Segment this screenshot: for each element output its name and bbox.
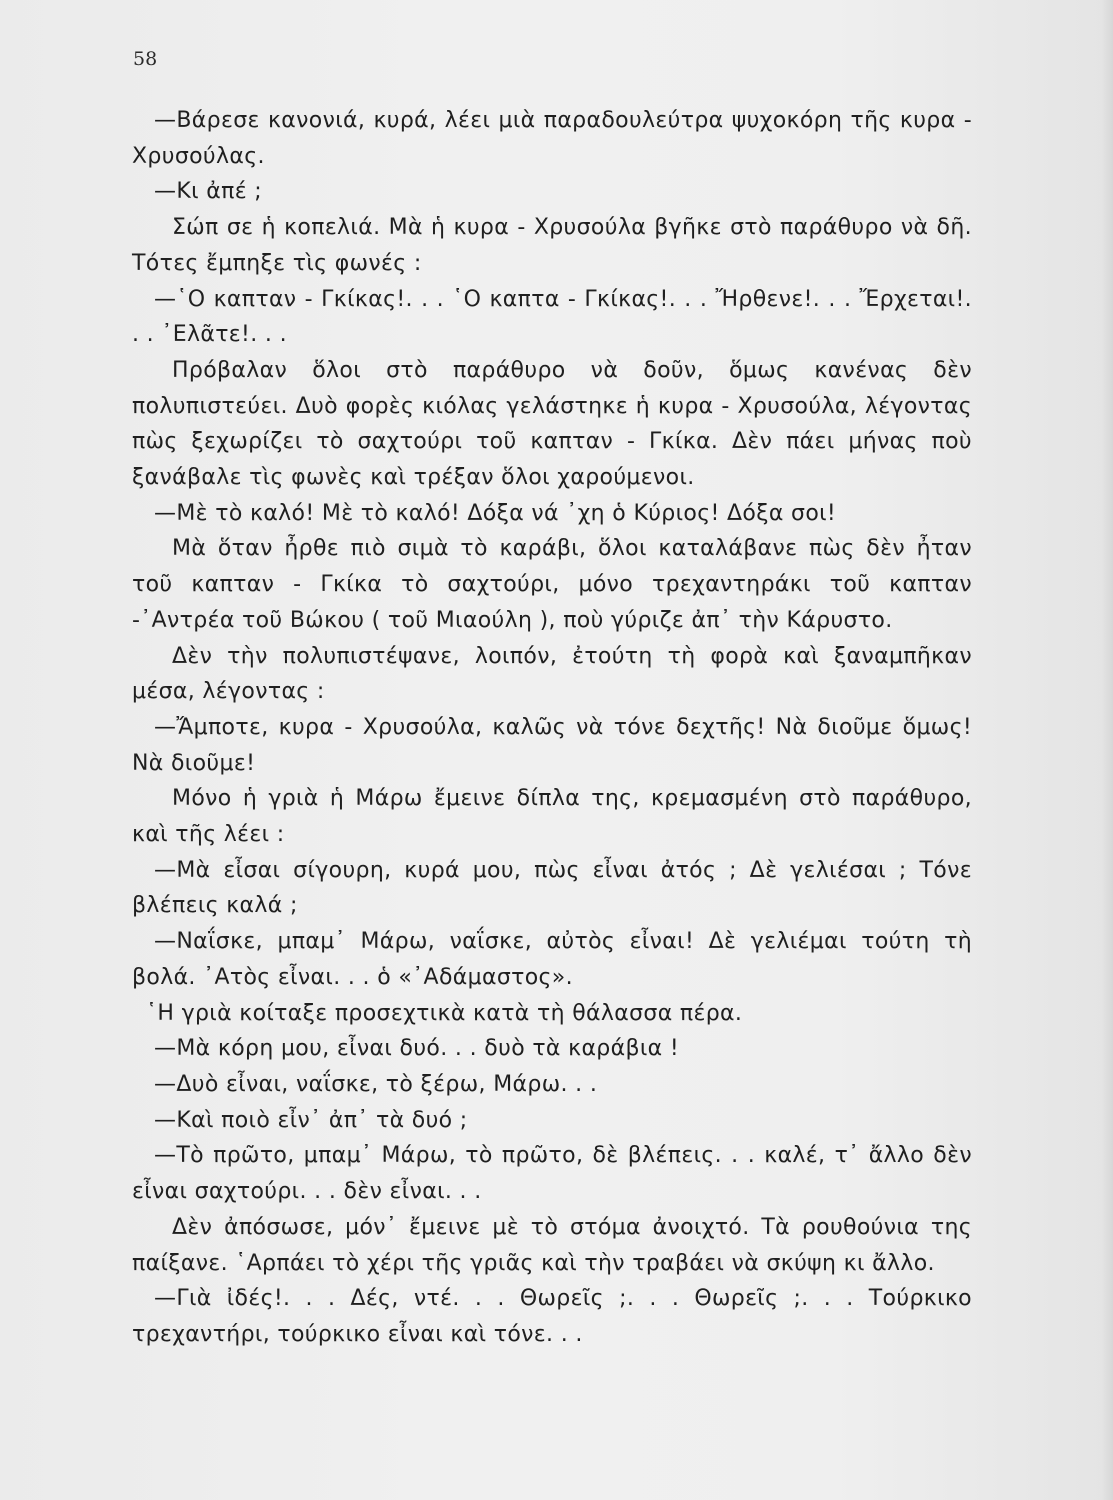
paragraph: —Βάρεσε κανονιά, κυρά, λέει μιὰ παραδουλεύτρα ψυχοκόρη τῆς κυρα - Χρυσούλας. [132,108,972,169]
page-shadow-edge [1101,0,1113,1500]
paragraph: Μόνο ἡ γριὰ ἡ Μάρω ἔμεινε δίπλα της, κρεμασμένη στὸ παράθυρο, καὶ τῆς λέει : [132,786,972,848]
paragraph: —Γιὰ ἰδές!. . . Δές, ντέ. . . Θωρεῖς ;. . . Θωρεῖς ;. . . Τούρκικο τρεχαντήρι, τούρκικο εἶναι καὶ τόνε. . . [132,1286,972,1347]
paragraph: —῾Ο καπταν - Γκίκας!. . . ῾Ο καπτα - Γκίκας!. . . Ἤρθενε!. . . Ἔρχεται!. . . ᾽Ελᾶτε!. . . [132,286,972,348]
paragraph: —Δυὸ εἶναι, ναΐσκε, τὸ ξέρω, Μάρω. . . [154,1071,598,1097]
paragraph: Δὲν ἀπόσωσε, μόν᾽ ἔμεινε μὲ τὸ στόμα ἀνοιχτό. Τὰ ρουθούνια της παίξανε. ῾Αρπάει τὸ χέρι τῆς γριᾶς καὶ τὴν τραβάει νὰ σκύψη κι ἄλλο. [132,1214,972,1276]
paragraph: Πρόβαλαν ὅλοι στὸ παράθυρο νὰ δοῦν, ὅμως κανένας δὲν πολυπιστεύει. Δυὸ φορὲς κιόλας γελάστηκε ἡ κυρα - Χρυσούλα, λέγοντας πὼς ξεχωρίζει τὸ σαχτούρι τοῦ καπταν - Γκίκα. Δὲν πάει μήνας ποὺ ξανάβαλε τὶς φωνὲς καὶ τρέξαν ὅλοι χαρούμενοι. [132,357,972,491]
paragraph: —Κι ἀπέ ; [154,179,263,205]
paragraph: —Καὶ ποιὸ εἶν᾽ ἀπ᾽ τὰ δυό ; [154,1107,468,1133]
paragraph: —Ἄμποτε, κυρα - Χρυσούλα, καλῶς νὰ τόνε δεχτῆς! Νὰ διοῦμε ὅμως! Νὰ διοῦμε! [132,714,972,776]
paragraph: Μὰ ὅταν ἦρθε πιὸ σιμὰ τὸ καράβι, ὅλοι καταλάβανε πὼς δὲν ἦταν τοῦ καπταν - Γκίκα τὸ σαχτούρι, μόνο τρεχαντηράκι τοῦ καπταν -᾽Αντρέα τοῦ Βώκου ( τοῦ Μιαούλη ), ποὺ γύριζε ἀπ᾽ τὴν Κάρυστο. [132,536,972,633]
paragraph: —Ναΐσκε, μπαμ᾽ Μάρω, ναΐσκε, αὐτὸς εἶναι! Δὲ γελιέμαι τούτη τὴ βολά. ᾽Ατὸς εἶναι. . . ὁ «᾽Αδάμαστος». [132,929,972,990]
paragraph: —Μὰ εἶσαι σίγουρη, κυρά μου, πὼς εἶναι ἀτός ; Δὲ γελιέσαι ; Τόνε βλέπεις καλά ; [132,857,972,919]
paragraph: —Μὰ κόρη μου, εἶναι δυό. . . δυὸ τὰ καράβια ! [154,1036,680,1062]
paragraph: Δὲν τὴν πολυπιστέψανε, λοιπόν, ἐτούτη τὴ φορὰ καὶ ξαναμπῆκαν μέσα, λέγοντας : [132,643,972,705]
paragraph: ῾Η γριὰ κοίταξε προσεχτικὰ κατὰ τὴ θάλασσα πέρα. [146,1000,743,1026]
body-text [132,103,972,1353]
paragraph: —Τὸ πρῶτο, μπαμ᾽ Μάρω, τὸ πρῶτο, δὲ βλέπεις. . . καλέ, τ᾽ ἄλλο δὲν εἶναι σαχτούρι. . . δὲν εἶναι. . . [132,1143,972,1205]
paragraph: Σώπ σε ἡ κοπελιά. Μὰ ἡ κυρα - Χρυσούλα βγῆκε στὸ παράθυρο νὰ δῆ. Τότες ἔμπηξε τὶς φωνές : [132,215,972,276]
paragraph: —Μὲ τὸ καλό! Μὲ τὸ καλό! Δόξα νά ᾽χη ὁ Κύριος! Δόξα σοι! [154,500,837,526]
page-number: 58 [133,48,158,70]
